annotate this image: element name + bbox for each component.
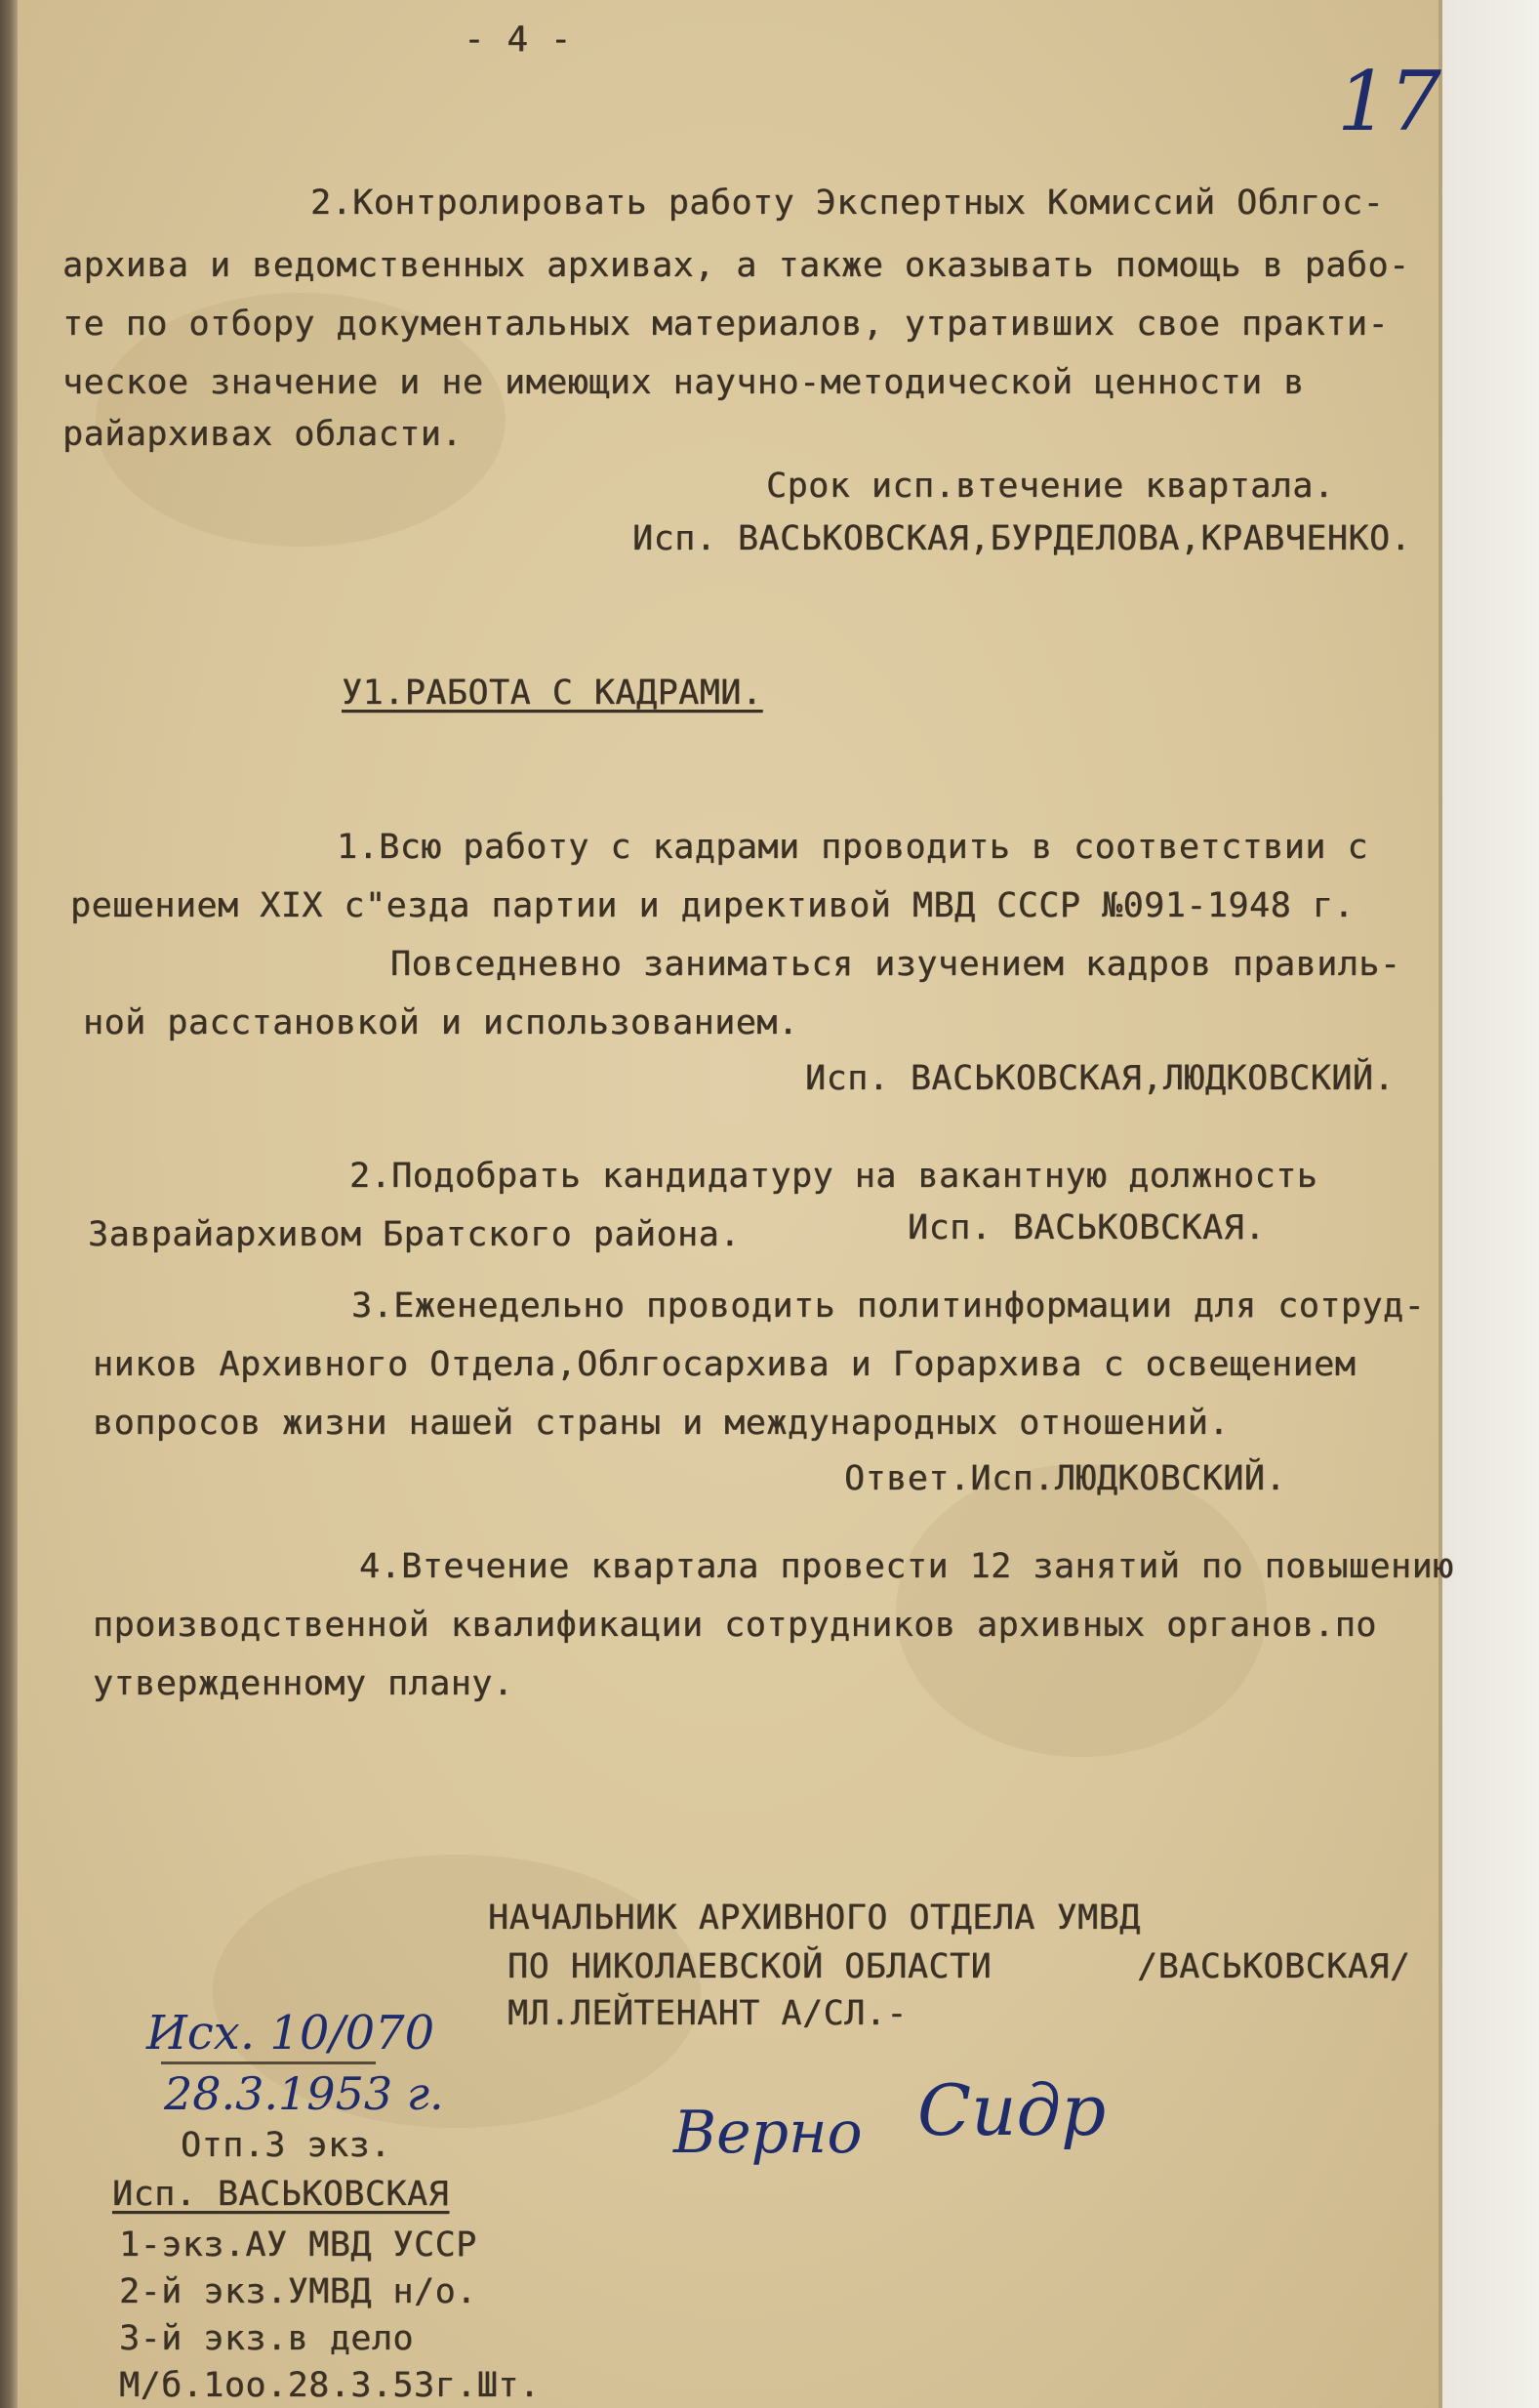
- section6-item1-line: Повседневно заниматься изучением кадров правиль-: [390, 945, 1401, 984]
- section6-item1-line: ной расстановкой и использованием.: [83, 1003, 799, 1042]
- section6-item1-line: 1.Всю работу с кадрами проводить в соответствии с: [337, 828, 1369, 867]
- section6-item3-exec: Ответ.Исп.ЛЮДКОВСКИЙ.: [844, 1459, 1287, 1498]
- distribution-line: 2-й экз.УМВД н/о.: [119, 2272, 477, 2311]
- sheet-number: 17: [1337, 54, 1441, 149]
- section5-item2-line: райархивах области.: [62, 415, 463, 454]
- handwritten-note: Верно: [673, 2099, 863, 2167]
- section6-item4-line: утвержденному плану.: [93, 1664, 514, 1703]
- section6-item2-line: 2.Подобрать кандидатуру на вакантную должность: [349, 1157, 1318, 1196]
- handwritten-signature: Сидр: [917, 2069, 1107, 2151]
- section6-item3-line: ников Архивного Отдела,Облгосархива и Горархива с освещением: [93, 1345, 1357, 1384]
- sheet-edge: [1438, 0, 1442, 2408]
- outgoing-underline: [161, 2061, 376, 2064]
- section6-item1-line: решением XIX с"езда партии и директивой МВД СССР №091-1948 г.: [70, 886, 1355, 925]
- signature-title-line: НАЧАЛЬНИК АРХИВНОГО ОТДЕЛА УМВД: [488, 1898, 1141, 1938]
- section5-executors: Исп. ВАСЬКОВСКАЯ,БУРДЕЛОВА,КРАВЧЕНКО.: [632, 519, 1412, 558]
- signature-title-line: ПО НИКОЛАЕВСКОЙ ОБЛАСТИ: [507, 1947, 992, 1986]
- section5-deadline: Срок исп.втечение квартала.: [766, 467, 1335, 506]
- section6-item2-exec: Исп. ВАСЬКОВСКАЯ.: [908, 1208, 1266, 1247]
- outgoing-date: 28.3.1953 г.: [164, 2067, 444, 2120]
- section6-item2-line: Заврайархивом Братского района.: [88, 1215, 741, 1254]
- section5-item2-line: те по отбору документальных материалов, утративших свое практи-: [62, 305, 1390, 344]
- section6-heading: У1.РАБОТА С КАДРАМИ.: [342, 673, 763, 713]
- section6-item3-line: вопросов жизни нашей страны и международных отношений.: [93, 1404, 1230, 1443]
- outgoing-number: Исх. 10/070: [146, 2006, 435, 2061]
- section6-item4-line: производственной квалификации сотрудников архивных органов.по: [93, 1606, 1377, 1645]
- signatory-name: /ВАСЬКОВСКАЯ/: [1137, 1947, 1411, 1986]
- distribution-line: 3-й экз.в дело: [119, 2319, 415, 2358]
- distribution-line: 1-экз.АУ МВД УССР: [119, 2225, 477, 2265]
- page-number: - 4 -: [464, 20, 572, 60]
- section6-item4-line: 4.Втечение квартала провести 12 занятий по повышению: [359, 1547, 1454, 1586]
- section5-item2-line: 2.Контролировать работу Экспертных Комиссий Облгос-: [310, 184, 1385, 223]
- section6-item3-line: 3.Еженедельно проводить политинформации для сотруд-: [351, 1286, 1426, 1326]
- signature-title-line: МЛ.ЛЕЙТЕНАНТ А/СЛ.-: [507, 1994, 908, 2033]
- section5-item2-line: архива и ведомственных архивах, а также оказывать помощь в рабо-: [62, 246, 1410, 285]
- section6-item1-exec: Исп. ВАСЬКОВСКАЯ,ЛЮДКОВСКИЙ.: [805, 1059, 1396, 1098]
- outgoing-executor: Исп. ВАСЬКОВСКАЯ: [112, 2175, 450, 2214]
- outgoing-copies: Отп.3 экз.: [181, 2126, 391, 2165]
- section5-item2-line: ческое значение и не имеющих научно-методической ценности в: [62, 363, 1305, 402]
- distribution-line: М/б.1оо.28.3.53г.Шт.: [119, 2366, 541, 2405]
